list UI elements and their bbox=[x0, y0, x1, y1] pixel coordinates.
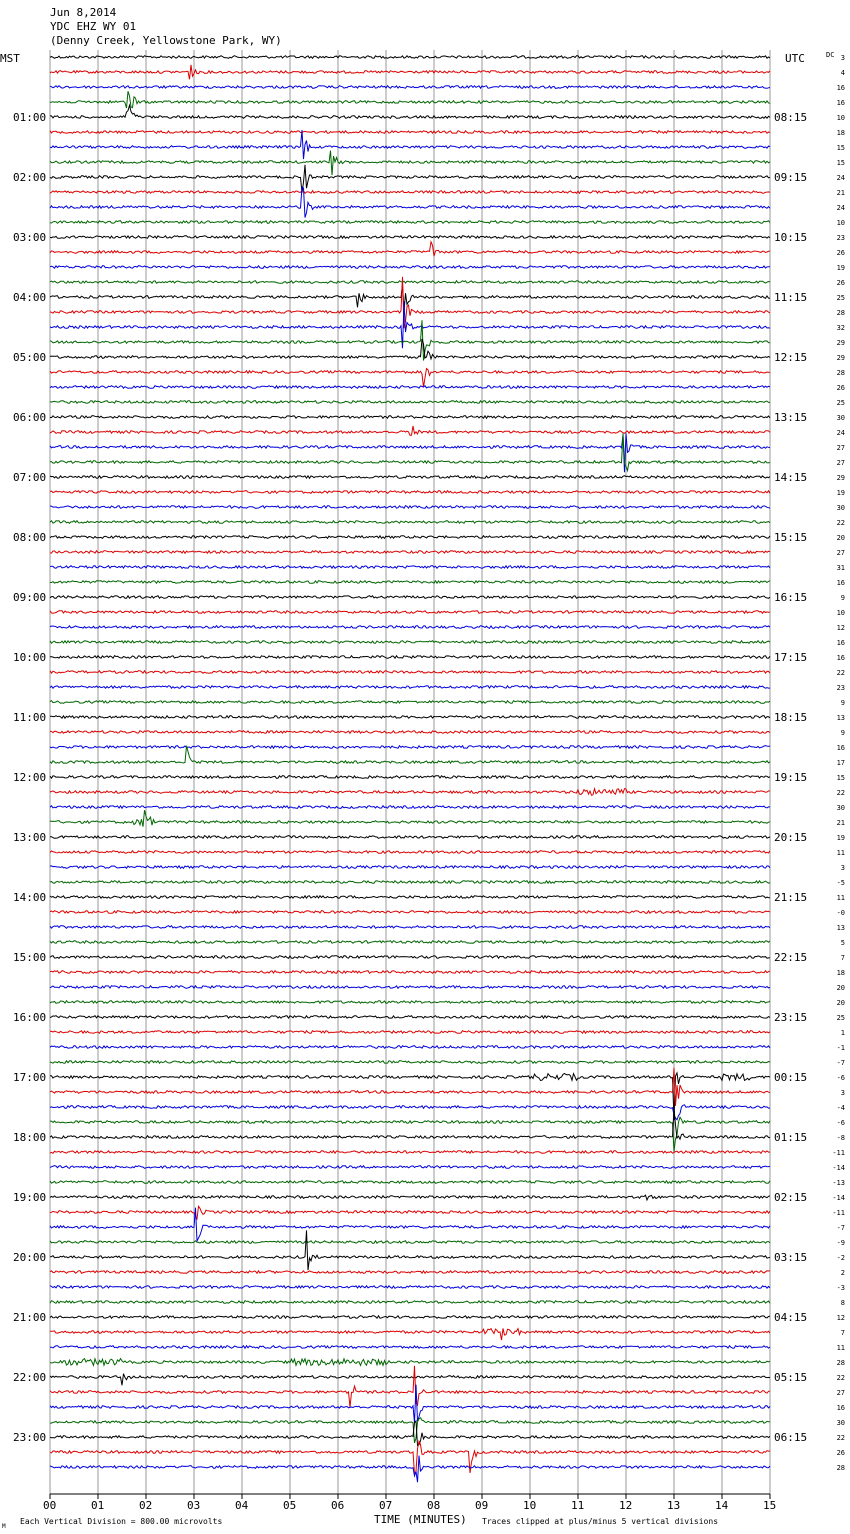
dc-offset: -2 bbox=[836, 1254, 845, 1262]
utc-hour-label: 17:15 bbox=[774, 651, 808, 664]
dc-offset: 27 bbox=[836, 444, 845, 452]
dc-offset: 21 bbox=[836, 819, 845, 827]
dc-offset: 16 bbox=[836, 1404, 845, 1412]
dc-offset: -1 bbox=[836, 1044, 845, 1052]
dc-offset: -6 bbox=[836, 1119, 845, 1127]
mst-hour-label: 08:00 bbox=[13, 531, 47, 544]
utc-hour-label: 12:15 bbox=[774, 351, 808, 364]
dc-offset: 28 bbox=[836, 369, 845, 377]
dc-offset: 13 bbox=[836, 714, 845, 722]
dc-offset: 23 bbox=[836, 684, 845, 692]
dc-offset: 19 bbox=[836, 489, 845, 497]
dc-offset: 25 bbox=[836, 294, 845, 302]
dc-offset: 30 bbox=[836, 504, 845, 512]
dc-offset: 13 bbox=[836, 924, 845, 932]
mst-hour-label: 18:00 bbox=[13, 1131, 47, 1144]
x-tick-label: 03 bbox=[187, 1499, 201, 1512]
dc-offset: 5 bbox=[840, 939, 845, 947]
right-axis-title: UTC bbox=[785, 52, 805, 65]
dc-offset: -7 bbox=[836, 1224, 845, 1232]
dc-offset: 29 bbox=[836, 339, 845, 347]
mst-hour-label: 13:00 bbox=[13, 831, 47, 844]
x-tick-label: 14 bbox=[715, 1499, 729, 1512]
dc-offset: 15 bbox=[836, 159, 845, 167]
dc-offset: -9 bbox=[836, 1239, 845, 1247]
dc-offset: 24 bbox=[836, 204, 845, 212]
dc-offset: 20 bbox=[836, 984, 845, 992]
dc-offset: 16 bbox=[836, 744, 845, 752]
x-tick-label: 11 bbox=[571, 1499, 585, 1512]
dc-offset: 27 bbox=[836, 1389, 845, 1397]
dc-offset: 31 bbox=[836, 564, 845, 572]
dc-offset: 19 bbox=[836, 834, 845, 842]
utc-hour-label: 03:15 bbox=[774, 1251, 808, 1264]
station-location: (Denny Creek, Yellowstone Park, WY) bbox=[50, 34, 282, 47]
dc-offset: 10 bbox=[836, 114, 845, 122]
mst-hour-label: 22:00 bbox=[13, 1371, 47, 1384]
dc-offset: 26 bbox=[836, 249, 845, 257]
dc-offset: 29 bbox=[836, 354, 845, 362]
dc-offset: 10 bbox=[836, 609, 845, 617]
mst-hour-label: 07:00 bbox=[13, 471, 47, 484]
utc-hour-label: 10:15 bbox=[774, 231, 808, 244]
utc-hour-label: 21:15 bbox=[774, 891, 808, 904]
dc-offset: -6 bbox=[836, 1074, 845, 1082]
utc-hour-label: 01:15 bbox=[774, 1131, 808, 1144]
dc-offset: 22 bbox=[836, 519, 845, 527]
dc-offset: 15 bbox=[836, 774, 845, 782]
utc-hour-label: 22:15 bbox=[774, 951, 808, 964]
utc-hour-label: 14:15 bbox=[774, 471, 808, 484]
mst-hour-label: 06:00 bbox=[13, 411, 47, 424]
dc-offset: 20 bbox=[836, 534, 845, 542]
dc-offset: -3 bbox=[836, 1284, 845, 1292]
dc-offset: -14 bbox=[832, 1194, 845, 1202]
dc-offset: 16 bbox=[836, 654, 845, 662]
station-code: YDC EHZ WY 01 bbox=[50, 20, 137, 33]
utc-hour-label: 18:15 bbox=[774, 711, 808, 724]
dc-offset: 27 bbox=[836, 549, 845, 557]
dc-offset: -7 bbox=[836, 1059, 845, 1067]
dc-offset: 9 bbox=[840, 699, 845, 707]
dc-offset: 10 bbox=[836, 219, 845, 227]
mst-hour-label: 01:00 bbox=[13, 111, 47, 124]
utc-hour-label: 04:15 bbox=[774, 1311, 808, 1324]
mst-hour-label: 03:00 bbox=[13, 231, 47, 244]
dc-offset: 16 bbox=[836, 639, 845, 647]
x-tick-label: 10 bbox=[523, 1499, 537, 1512]
dc-offset: 28 bbox=[836, 1359, 845, 1367]
dc-offset: 15 bbox=[836, 144, 845, 152]
dc-offset: 16 bbox=[836, 579, 845, 587]
x-tick-label: 00 bbox=[43, 1499, 57, 1512]
dc-offset: 26 bbox=[836, 279, 845, 287]
x-tick-label: 02 bbox=[139, 1499, 153, 1512]
dc-offset: 30 bbox=[836, 414, 845, 422]
corner-mark: M bbox=[2, 1523, 6, 1530]
dc-offset: 22 bbox=[836, 1434, 845, 1442]
dc-offset: 7 bbox=[840, 1329, 845, 1337]
dc-offset: 25 bbox=[836, 399, 845, 407]
utc-hour-label: 08:15 bbox=[774, 111, 808, 124]
utc-hour-label: 13:15 bbox=[774, 411, 808, 424]
dc-offset: 23 bbox=[836, 234, 845, 242]
mst-hour-label: 14:00 bbox=[13, 891, 47, 904]
dc-offset: 18 bbox=[836, 969, 845, 977]
dc-offset: 11 bbox=[836, 894, 845, 902]
dc-header: DC bbox=[826, 51, 835, 59]
x-axis-label: TIME (MINUTES) bbox=[374, 1513, 467, 1526]
mst-hour-label: 21:00 bbox=[13, 1311, 47, 1324]
dc-offset: 22 bbox=[836, 789, 845, 797]
dc-offset: 1 bbox=[840, 1029, 845, 1037]
mst-hour-label: 16:00 bbox=[13, 1011, 47, 1024]
dc-offset: 16 bbox=[836, 99, 845, 107]
dc-offset: 28 bbox=[836, 1464, 845, 1472]
dc-offset: 30 bbox=[836, 1419, 845, 1427]
dc-offset: 7 bbox=[840, 954, 845, 962]
mst-hour-label: 11:00 bbox=[13, 711, 47, 724]
dc-offset: 30 bbox=[836, 804, 845, 812]
utc-hour-label: 15:15 bbox=[774, 531, 808, 544]
x-tick-label: 07 bbox=[379, 1499, 393, 1512]
dc-offset: 27 bbox=[836, 459, 845, 467]
dc-offset: 21 bbox=[836, 189, 845, 197]
dc-offset: -14 bbox=[832, 1164, 845, 1172]
utc-hour-label: 00:15 bbox=[774, 1071, 808, 1084]
dc-offset: 18 bbox=[836, 129, 845, 137]
dc-offset: -8 bbox=[836, 1134, 845, 1142]
mst-hour-label: 17:00 bbox=[13, 1071, 47, 1084]
dc-offset: 17 bbox=[836, 759, 845, 767]
dc-offset: 2 bbox=[840, 1269, 845, 1277]
dc-offset: 11 bbox=[836, 1344, 845, 1352]
dc-offset: 24 bbox=[836, 429, 845, 437]
dc-offset: 11 bbox=[836, 849, 845, 857]
dc-offset: 19 bbox=[836, 264, 845, 272]
mst-hour-label: 20:00 bbox=[13, 1251, 47, 1264]
utc-hour-label: 19:15 bbox=[774, 771, 808, 784]
dc-offset: 20 bbox=[836, 999, 845, 1007]
x-tick-label: 12 bbox=[619, 1499, 633, 1512]
left-axis-title: MST bbox=[0, 52, 20, 65]
dc-offset: 25 bbox=[836, 1014, 845, 1022]
utc-hour-label: 06:15 bbox=[774, 1431, 808, 1444]
dc-offset: -4 bbox=[836, 1104, 845, 1112]
plot-date: Jun 8,2014 bbox=[50, 6, 117, 19]
utc-hour-label: 05:15 bbox=[774, 1371, 808, 1384]
dc-offset: 22 bbox=[836, 1374, 845, 1382]
dc-offset: 26 bbox=[836, 1449, 845, 1457]
dc-offset: 12 bbox=[836, 624, 845, 632]
mst-hour-label: 04:00 bbox=[13, 291, 47, 304]
dc-offset: 29 bbox=[836, 474, 845, 482]
dc-offset: 3 bbox=[840, 864, 845, 872]
dc-offset: 4 bbox=[840, 69, 845, 77]
utc-hour-label: 02:15 bbox=[774, 1191, 808, 1204]
mst-hour-label: 12:00 bbox=[13, 771, 47, 784]
dc-offset: 3 bbox=[840, 1089, 845, 1097]
dc-offset: 9 bbox=[840, 729, 845, 737]
dc-offset: -0 bbox=[836, 909, 845, 917]
x-tick-label: 13 bbox=[667, 1499, 681, 1512]
dc-offset: 3 bbox=[840, 54, 845, 62]
x-tick-label: 06 bbox=[331, 1499, 345, 1512]
mst-hour-label: 19:00 bbox=[13, 1191, 47, 1204]
dc-offset: 9 bbox=[840, 594, 845, 602]
vertical-division-note: Each Vertical Division = 800.00 microvolts bbox=[20, 1517, 223, 1526]
utc-hour-label: 09:15 bbox=[774, 171, 808, 184]
dc-offset: -11 bbox=[832, 1209, 845, 1217]
utc-hour-label: 23:15 bbox=[774, 1011, 808, 1024]
utc-hour-label: 16:15 bbox=[774, 591, 808, 604]
utc-hour-label: 20:15 bbox=[774, 831, 808, 844]
dc-offset: 26 bbox=[836, 384, 845, 392]
dc-offset: 22 bbox=[836, 669, 845, 677]
x-tick-label: 09 bbox=[475, 1499, 489, 1512]
mst-hour-label: 02:00 bbox=[13, 171, 47, 184]
x-tick-label: 05 bbox=[283, 1499, 297, 1512]
dc-offset: 16 bbox=[836, 84, 845, 92]
x-tick-label: 15 bbox=[763, 1499, 777, 1512]
dc-offset: 12 bbox=[836, 1314, 845, 1322]
mst-hour-label: 05:00 bbox=[13, 351, 47, 364]
dc-offset: 32 bbox=[836, 324, 845, 332]
x-tick-label: 08 bbox=[427, 1499, 441, 1512]
mst-hour-label: 15:00 bbox=[13, 951, 47, 964]
clipping-note: Traces clipped at plus/minus 5 vertical divisions bbox=[482, 1517, 719, 1526]
utc-hour-label: 11:15 bbox=[774, 291, 808, 304]
dc-offset: 8 bbox=[840, 1299, 845, 1307]
dc-offset: -11 bbox=[832, 1149, 845, 1157]
x-tick-label: 04 bbox=[235, 1499, 249, 1512]
mst-hour-label: 10:00 bbox=[13, 651, 47, 664]
dc-offset: -13 bbox=[832, 1179, 845, 1187]
mst-hour-label: 09:00 bbox=[13, 591, 47, 604]
dc-offset: 28 bbox=[836, 309, 845, 317]
x-tick-label: 01 bbox=[91, 1499, 105, 1512]
dc-offset: -5 bbox=[836, 879, 845, 887]
dc-offset: 24 bbox=[836, 174, 845, 182]
mst-hour-label: 23:00 bbox=[13, 1431, 47, 1444]
